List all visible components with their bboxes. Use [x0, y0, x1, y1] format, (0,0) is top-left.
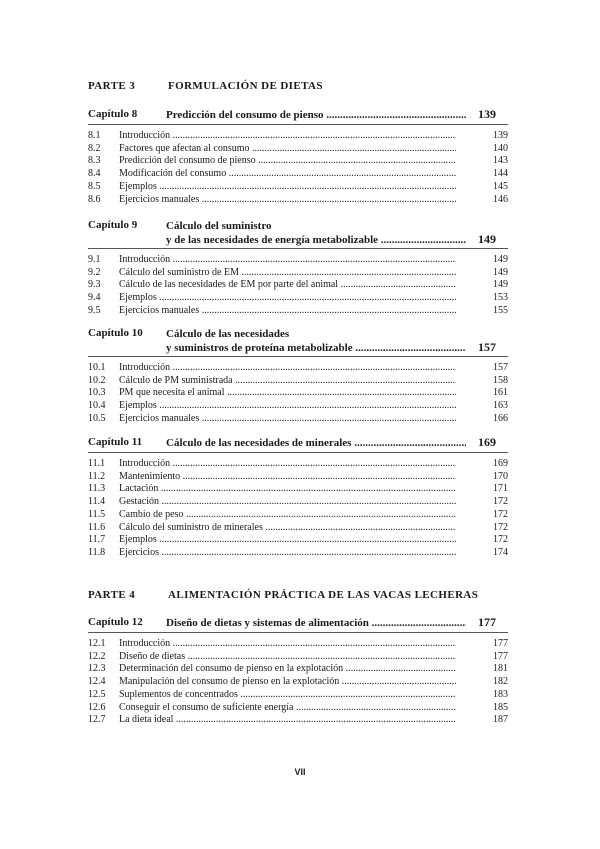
entry-title: Predicción del consumo de pienso .....	[119, 154, 456, 167]
entry-title: Ejemplos .....	[119, 399, 456, 412]
toc-entry[interactable]	[88, 701, 508, 714]
entry-page-number: 172	[493, 534, 508, 546]
chapter-page-number: 177	[478, 615, 496, 629]
toc-entry[interactable]	[88, 688, 508, 701]
entry-title: La dieta ideal .....	[119, 713, 456, 726]
entry-title: Cálculo de las necesidades de EM por parte del animal .....	[119, 278, 456, 291]
chapter-title-line: y suministros de proteína metabolizable .....	[166, 341, 466, 355]
entry-number: 8.4	[88, 168, 101, 180]
entry-page-number: 166	[493, 412, 508, 424]
entry-title: Introducción .....	[119, 457, 456, 470]
entry-title: Lactación .....	[119, 482, 456, 495]
chapter-label: Capítulo 9	[88, 219, 138, 231]
entry-title: Ejercicios manuales .....	[119, 193, 456, 206]
entry-title: Suplementos de concentrados .....	[119, 688, 456, 701]
entry-title: Introducción .....	[119, 637, 456, 650]
entry-page-number: 174	[493, 546, 508, 558]
entry-page-number: 163	[493, 400, 508, 412]
chapter-rule	[88, 124, 508, 125]
toc-entry[interactable]	[88, 546, 508, 559]
entry-page-number: 143	[493, 155, 508, 167]
entry-number: 12.4	[88, 676, 106, 688]
toc-entry[interactable]	[88, 412, 508, 425]
entry-number: 12.1	[88, 638, 106, 649]
entry-page-number: 182	[493, 676, 508, 688]
chapter-page-number: 169	[478, 435, 496, 449]
entry-page-number: 171	[493, 483, 508, 495]
chapter-heading[interactable]	[88, 327, 496, 355]
entry-number: 9.1	[88, 254, 101, 265]
chapter-page-number: 149	[478, 232, 496, 246]
entry-number: 10.3	[88, 387, 106, 399]
toc-entry[interactable]	[88, 374, 508, 387]
chapter-heading[interactable]	[88, 219, 496, 247]
entry-title: Ejercicios manuales .....	[119, 304, 456, 317]
toc-entry[interactable]	[88, 482, 508, 495]
toc-entry[interactable]	[88, 508, 508, 521]
chapter-label: Capítulo 11	[88, 436, 143, 448]
toc-entry[interactable]	[88, 180, 508, 193]
entry-number: 12.6	[88, 701, 106, 713]
entry-number: 11.4	[88, 496, 106, 508]
toc-entry[interactable]	[88, 266, 508, 279]
entry-page-number: 183	[493, 688, 508, 700]
toc-entry[interactable]	[88, 142, 508, 155]
entry-title: Ejemplos .....	[119, 180, 456, 193]
entry-number: 8.3	[88, 155, 101, 167]
entry-number: 8.6	[88, 193, 101, 205]
entry-number: 12.7	[88, 714, 106, 726]
entry-number: 11.1	[88, 458, 106, 469]
entry-page-number: 155	[493, 304, 508, 316]
toc-entry[interactable]	[88, 291, 508, 304]
entry-number: 11.2	[88, 470, 106, 482]
entry-page-number: 177	[493, 638, 508, 649]
entry-title: Manipulación del consumo de pienso en la explotación .....	[119, 675, 456, 688]
entry-number: 11.6	[88, 521, 106, 533]
entry-page-number: 170	[493, 470, 508, 482]
toc-entry[interactable]	[88, 278, 508, 291]
chapter-rule	[88, 356, 508, 357]
toc-entry[interactable]	[88, 662, 508, 675]
entry-page-number: 139	[493, 130, 508, 141]
toc-entry[interactable]	[88, 713, 508, 726]
entry-number: 12.5	[88, 688, 106, 700]
entry-title: Ejercicios .....	[119, 546, 456, 559]
entry-title: Mantenimiento .....	[119, 470, 456, 483]
entry-number: 12.2	[88, 650, 106, 662]
entry-title: Cálculo del suministro de EM .....	[119, 266, 456, 279]
toc-entry[interactable]	[88, 399, 508, 412]
part-title: ALIMENTACIÓN PRÁCTICA DE LAS VACAS LECHERAS	[168, 589, 479, 601]
chapter-title-line: Cálculo de las necesidades	[166, 328, 290, 340]
entry-title: Introducción .....	[119, 361, 456, 374]
entry-page-number: 146	[493, 193, 508, 205]
chapter-heading[interactable]	[88, 436, 496, 450]
entry-title: Ejercicios manuales .....	[119, 412, 456, 425]
entry-number: 9.2	[88, 266, 101, 278]
entry-page-number: 172	[493, 508, 508, 520]
chapter-title-line: Cálculo de las necesidades de minerales .....	[166, 436, 466, 450]
toc-entry[interactable]	[88, 637, 508, 650]
part-label: PARTE 4	[88, 589, 136, 601]
entry-page-number: 172	[493, 521, 508, 533]
chapter-title	[166, 616, 466, 630]
entry-number: 11.3	[88, 483, 106, 495]
entry-title: Cambio de peso .....	[119, 508, 456, 521]
entry-title: Diseño de dietas .....	[119, 650, 456, 663]
toc-entry[interactable]	[88, 304, 508, 317]
entry-number: 9.5	[88, 304, 101, 316]
entry-number: 8.2	[88, 142, 101, 154]
chapter-rule	[88, 248, 508, 249]
entry-number: 10.4	[88, 400, 106, 412]
entry-number: 10.2	[88, 374, 106, 386]
toc-entry[interactable]	[88, 386, 508, 399]
chapter-rule	[88, 632, 508, 633]
entry-title: Introducción .....	[119, 253, 456, 266]
entry-page-number: 181	[493, 663, 508, 675]
toc-entry[interactable]	[88, 253, 508, 266]
entry-number: 8.5	[88, 180, 101, 192]
toc-entry[interactable]	[88, 129, 508, 142]
entry-number: 8.1	[88, 130, 101, 141]
toc-entry[interactable]	[88, 675, 508, 688]
toc-entry[interactable]	[88, 650, 508, 663]
entry-title: Introducción .....	[119, 129, 456, 142]
entry-page-number: 145	[493, 180, 508, 192]
chapter-label: Capítulo 10	[88, 327, 143, 339]
entry-number: 11.5	[88, 508, 106, 520]
chapter-title-line: Predicción del consumo de pienso .....	[166, 108, 466, 122]
part-label: PARTE 3	[88, 80, 136, 92]
entry-title: Cálculo del suministro de minerales .....	[119, 521, 456, 534]
entry-title: Cálculo de PM suministrada .....	[119, 374, 456, 387]
entry-number: 10.1	[88, 362, 106, 373]
toc-entry[interactable]	[88, 457, 508, 470]
chapter-page-number: 139	[478, 107, 496, 121]
chapter-heading[interactable]	[88, 616, 496, 630]
toc-entry[interactable]	[88, 167, 508, 180]
entry-number: 10.5	[88, 412, 106, 424]
entry-title: Determinación del consumo de pienso en la explotación .....	[119, 662, 456, 675]
entry-title: Factores que afectan al consumo .....	[119, 142, 456, 155]
toc-entry[interactable]	[88, 533, 508, 546]
chapter-label: Capítulo 12	[88, 616, 143, 628]
toc-entry[interactable]	[88, 521, 508, 534]
entry-page-number: 172	[493, 496, 508, 508]
entry-page-number: 149	[493, 266, 508, 278]
chapter-title	[166, 327, 466, 355]
chapter-rule	[88, 452, 508, 453]
chapter-title	[166, 436, 466, 450]
chapter-title-line: Cálculo del suministro	[166, 220, 272, 232]
entry-page-number: 144	[493, 168, 508, 180]
entry-page-number: 153	[493, 292, 508, 304]
entry-page-number: 187	[493, 714, 508, 726]
entry-title: Conseguir el consumo de suficiente energía .....	[119, 701, 456, 714]
entry-page-number: 158	[493, 374, 508, 386]
entry-title: PM que necesita el animal .....	[119, 386, 456, 399]
chapter-title-line: y de las necesidades de energía metabolizable .....	[166, 233, 466, 247]
entry-title: Ejemplos .....	[119, 291, 456, 304]
chapter-heading[interactable]	[88, 108, 496, 122]
toc-entry[interactable]	[88, 361, 508, 374]
chapter-page-number: 157	[478, 340, 496, 354]
toc-entry[interactable]	[88, 154, 508, 167]
entry-title: Modificación del consumo .....	[119, 167, 456, 180]
chapter-title	[166, 108, 466, 122]
chapter-title-line: Diseño de dietas y sistemas de alimentación .....	[166, 616, 466, 630]
entry-page-number: 157	[493, 362, 508, 373]
entry-page-number: 161	[493, 387, 508, 399]
page-number: VII	[294, 767, 306, 777]
toc-entry[interactable]	[88, 193, 508, 206]
entry-number: 12.3	[88, 663, 106, 675]
entry-page-number: 149	[493, 254, 508, 265]
entry-number: 11.7	[88, 534, 106, 546]
entry-number: 9.4	[88, 292, 101, 304]
entry-title: Gestación .....	[119, 495, 456, 508]
entry-number: 11.8	[88, 546, 106, 558]
entry-page-number: 149	[493, 279, 508, 291]
entry-title: Ejemplos .....	[119, 533, 456, 546]
chapter-label: Capítulo 8	[88, 108, 138, 120]
entry-page-number: 185	[493, 701, 508, 713]
chapter-title	[166, 219, 466, 247]
toc-entry[interactable]	[88, 495, 508, 508]
entry-number: 9.3	[88, 279, 101, 291]
part-title: FORMULACIÓN DE DIETAS	[168, 80, 323, 92]
toc-entry[interactable]	[88, 470, 508, 483]
entry-page-number: 177	[493, 650, 508, 662]
entry-page-number: 140	[493, 142, 508, 154]
entry-page-number: 169	[493, 458, 508, 469]
